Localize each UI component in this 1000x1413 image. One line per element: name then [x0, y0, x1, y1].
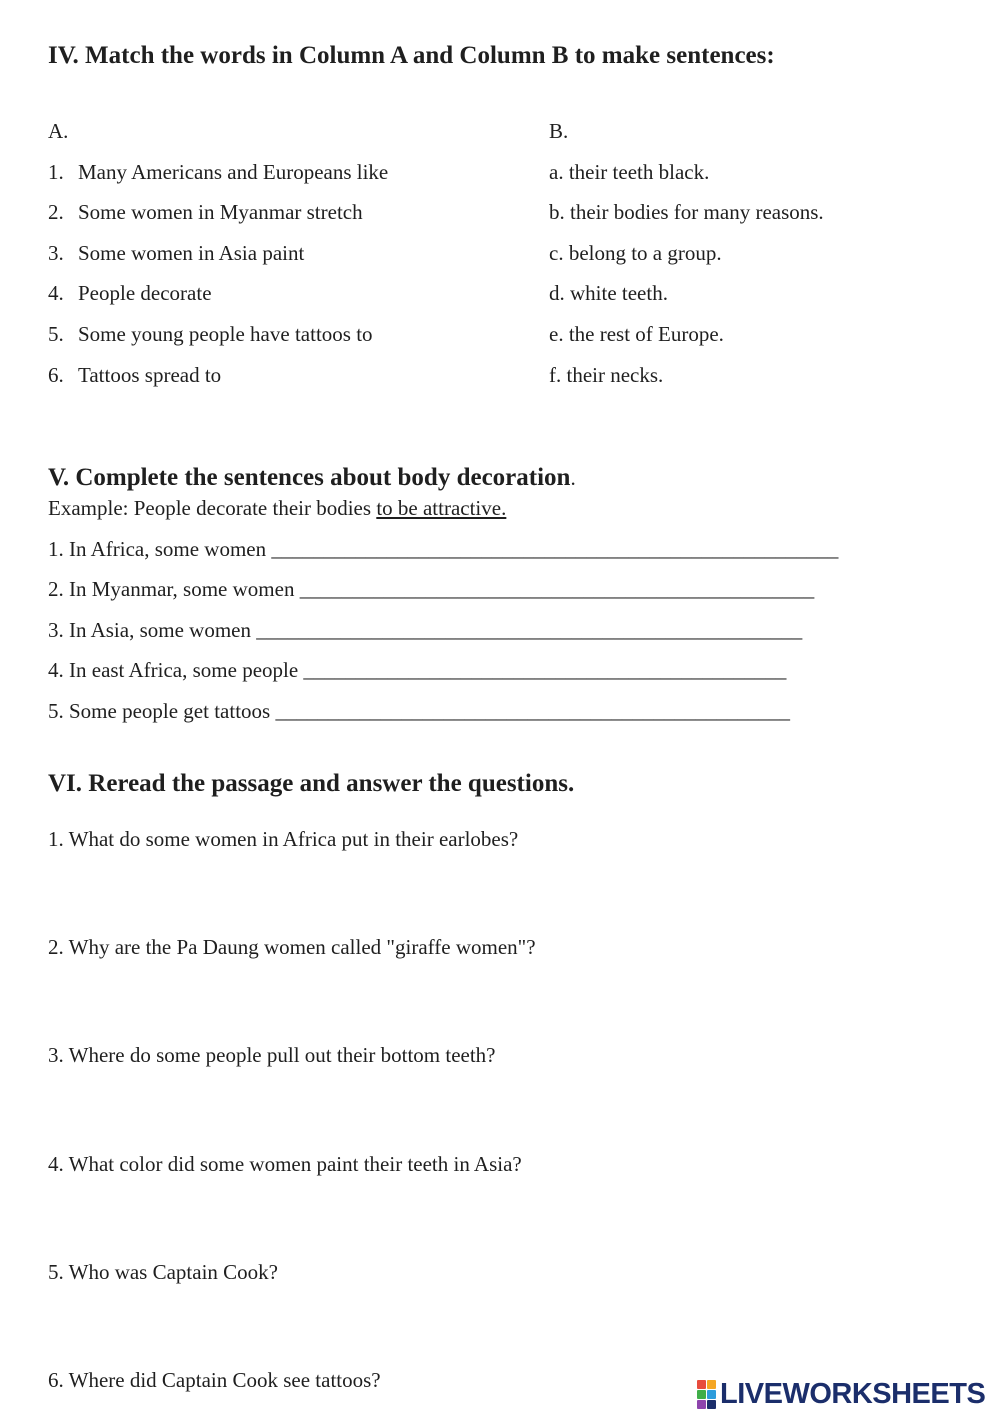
column-a-header: A. [48, 119, 69, 143]
logo-tile [697, 1400, 706, 1409]
liveworksheets-logo-text: LIVEWORKSHEETS [720, 1377, 986, 1410]
column-a-item: 4. People decorate [48, 281, 212, 305]
section-5-example: Example: People decorate their bodies to be attractive. [48, 496, 507, 520]
fill-in-sentence[interactable]: 5. Some people get tattoos _________________________________________________ [48, 699, 790, 723]
column-b-item: d. white teeth. [549, 281, 668, 305]
column-b-item: a. their teeth black. [549, 160, 710, 184]
column-b-header: B. [549, 119, 569, 143]
question: 3. Where do some people pull out their bottom teeth? [48, 1043, 496, 1067]
logo-tile [707, 1400, 716, 1409]
liveworksheets-logo-icon [697, 1380, 716, 1409]
question: 2. Why are the Pa Daung women called "giraffe women"? [48, 935, 536, 959]
column-a-item: 6. Tattoos spread to [48, 363, 222, 387]
question: 6. Where did Captain Cook see tattoos? [48, 1368, 381, 1392]
column-b-item: f. their necks. [549, 363, 664, 387]
liveworksheets-logo [697, 1378, 985, 1410]
logo-tile [707, 1380, 716, 1389]
column-a-item: 2. Some women in Myanmar stretch [48, 200, 363, 224]
question: 4. What color did some women paint their teeth in Asia? [48, 1152, 522, 1176]
question: 5. Who was Captain Cook? [48, 1260, 278, 1284]
example-answer: to be attractive. [376, 496, 507, 520]
fill-in-sentence[interactable]: 1. In Africa, some women ______________________________________________________ [48, 537, 839, 561]
column-b-item: e. the rest of Europe. [549, 322, 724, 346]
section-6-title: VI. Reread the passage and answer the questions. [48, 770, 575, 797]
logo-tile [697, 1380, 706, 1389]
logo-tile [707, 1390, 716, 1399]
column-b-item: c. belong to a group. [549, 241, 722, 265]
section-5-title: V. Complete the sentences about body decoration. [48, 464, 576, 491]
column-a-item: 1. Many Americans and Europeans like [48, 160, 389, 184]
question: 1. What do some women in Africa put in their earlobes? [48, 827, 519, 851]
fill-in-sentence[interactable]: 2. In Myanmar, some women _________________________________________________ [48, 577, 815, 601]
fill-in-sentence[interactable]: 3. In Asia, some women ____________________________________________________ [48, 618, 803, 642]
column-a-item: 3. Some women in Asia paint [48, 241, 305, 265]
column-b-item: b. their bodies for many reasons. [549, 200, 824, 224]
logo-tile [697, 1390, 706, 1399]
column-a-item: 5. Some young people have tattoos to [48, 322, 373, 346]
section-4-title: IV. Match the words in Column A and Column B to make sentences: [48, 42, 775, 69]
fill-in-sentence[interactable]: 4. In east Africa, some people ______________________________________________ [48, 658, 787, 682]
